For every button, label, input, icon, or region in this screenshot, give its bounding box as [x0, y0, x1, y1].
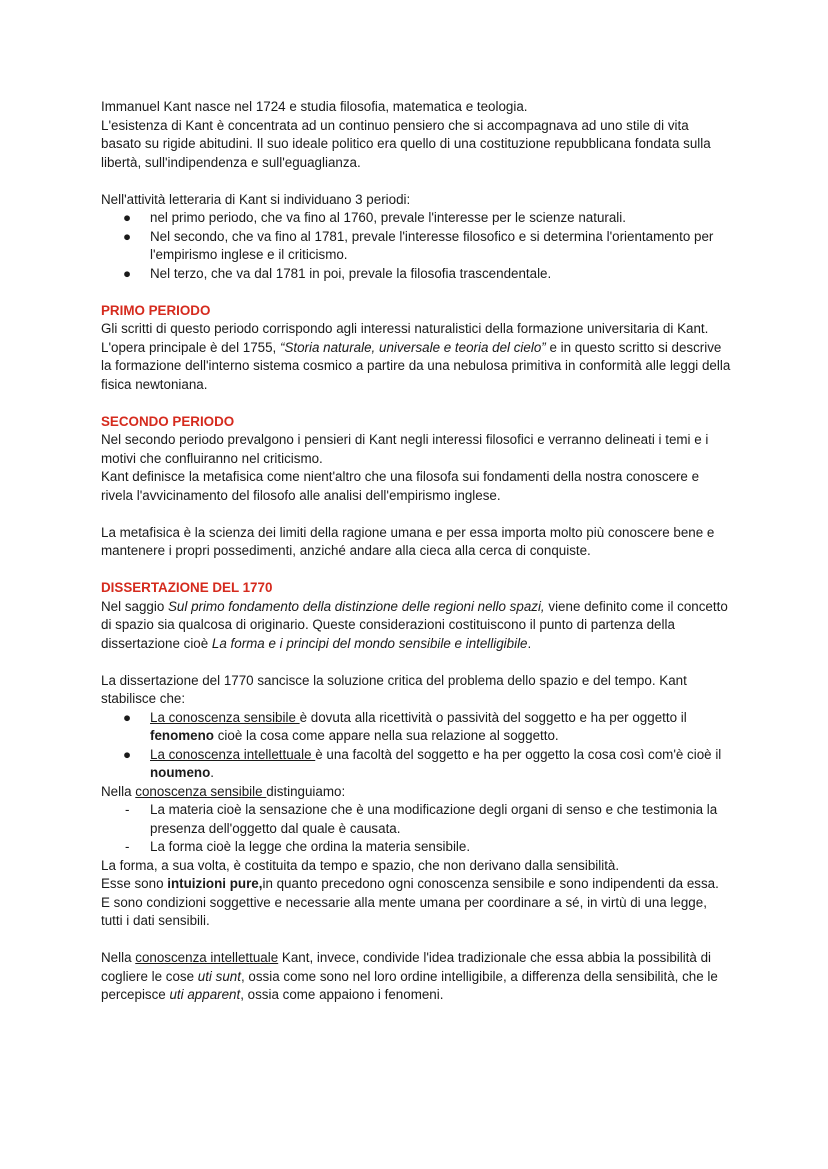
- bullet-icon: ●: [123, 265, 132, 281]
- dash-icon: -: [125, 839, 130, 854]
- section-heading-secondo: SECONDO PERIODO: [101, 413, 235, 429]
- section-heading-dissertazione: DISSERTAZIONE DEL 1770: [101, 580, 273, 595]
- forma-paragraph: La forma, a sua volta, è costituita da tempo e spazio, che non derivano dalla sensibilità.: [101, 857, 620, 873]
- bullet-icon: ●: [123, 228, 132, 244]
- list-item: ● La conoscenza sensibile è dovuta alla ricettività o passività del soggetto e ha per oggetto il fenomeno cioè la cosa come appare nella sua relazione al soggetto.: [123, 709, 687, 743]
- secondo-paragraph-3: La metafisica è la scienza dei limiti della ragione umana e per essa importa molto più conoscere bene e mantenere i propri possedimenti, anziché andare alla cieca alla cerca di conquiste.: [101, 524, 715, 558]
- conoscenza-list: [101, 709, 731, 783]
- periods-list: [101, 209, 731, 283]
- document-body: [101, 98, 731, 1005]
- list-item: - La forma cioè la legge che ordina la materia sensibile.: [101, 838, 731, 857]
- list-item: ● Nel terzo, che va dal 1781 in poi, prevale la filosofia trascendentale.: [101, 265, 731, 284]
- intro-paragraph-1: Immanuel Kant nasce nel 1724 e studia filosofia, matematica e teologia.: [101, 99, 528, 114]
- dash-icon: -: [125, 802, 130, 817]
- section-heading-primo: PRIMO PERIODO: [101, 302, 211, 318]
- intellettuale-paragraph: Nella conoscenza intellettuale Kant, invece, condivide l'idea tradizionale che essa abbia la possibilità di cogliere le cose uti sunt, ossia come sono nel loro ordine intelligibile, a differenza della sensibilità, che le percepisce uti apparent, ossia come appaiono i fenomeni.: [101, 950, 718, 1002]
- dissertazione-paragraph-1: Nel saggio Sul primo fondamento della distinzione delle regioni nello spazi, viene definito come il concetto di spazio sia qualcosa di originario. Queste considerazioni costituiscono il punto di partenza della dissertazione cioè La forma e i principi del mondo sensibile e intelligibile.: [101, 598, 728, 651]
- primo-paragraph: Gli scritti di questo periodo corrispondo agli interessi naturalistici della formazione universitaria di Kant. L'opera principale è del 1755, “Storia naturale, universale e teoria del cielo” e in questo scritto si descrive la formazione dell'interno sistema cosmico a partire da una nebulosa primitiva in conformità alle leggi della fisica newtoniana.: [101, 321, 731, 392]
- sensibile-list: [101, 801, 731, 857]
- sensibile-intro: Nella conoscenza sensibile distinguiamo:: [101, 783, 346, 799]
- periods-intro: Nell'attività letteraria di Kant si individuano 3 periodi:: [101, 191, 411, 207]
- work-title: “Storia naturale, universale e teoria del cielo”: [280, 339, 546, 355]
- list-item: - La materia cioè la sensazione che è una modificazione degli organi di senso e che testimonia la presenza dell'oggetto dal quale è causata.: [125, 802, 718, 836]
- list-item: ● La conoscenza intellettuale è una facoltà del soggetto e ha per oggetto la cosa così com'è cioè il noumeno.: [123, 746, 722, 780]
- list-item: ● Nel secondo, che va fino al 1781, prevale l'interesse filosofico e si determina l'orientamento per l'empirismo inglese e il criticismo.: [123, 228, 714, 262]
- bullet-icon: ●: [123, 746, 132, 762]
- secondo-paragraph-1: Nel secondo periodo prevalgono i pensieri di Kant negli interessi filosofici e verranno delineati i temi e i motivi che confluiranno nel criticismo.: [101, 432, 709, 466]
- intuizioni-paragraph: Esse sono intuizioni pure,in quanto precedono ogni conoscenza sensibile e sono indipendenti da essa. E sono condizioni soggettive e necessarie alla mente umana per coordinare a sé, in virtù di una legge, tutti i dati sensibili.: [101, 876, 719, 928]
- secondo-paragraph-2: Kant definisce la metafisica come nient'altro che una filosofa sui fondamenti della nostra conoscere e rivela l'avvicinamento del filosofo alle analisi dell'empirismo inglese.: [101, 469, 700, 503]
- list-item: ● nel primo periodo, che va fino al 1760, prevale l'interesse per le scienze naturali.: [101, 209, 731, 228]
- dissertazione-paragraph-2: La dissertazione del 1770 sancisce la soluzione critica del problema dello spazio e del tempo. Kant stabilisce che:: [101, 672, 687, 706]
- intro-paragraph-2: L'esistenza di Kant è concentrata ad un continuo pensiero che si accompagnava ad uno stile di vita basato su rigide abitudini. Il suo ideale politico era quello di una costituzione repubblicana fondata sulla libertà, sull'indipendenza e sull'eguaglianza.: [101, 117, 711, 170]
- bullet-icon: ●: [123, 709, 132, 725]
- bullet-icon: ●: [123, 210, 132, 225]
